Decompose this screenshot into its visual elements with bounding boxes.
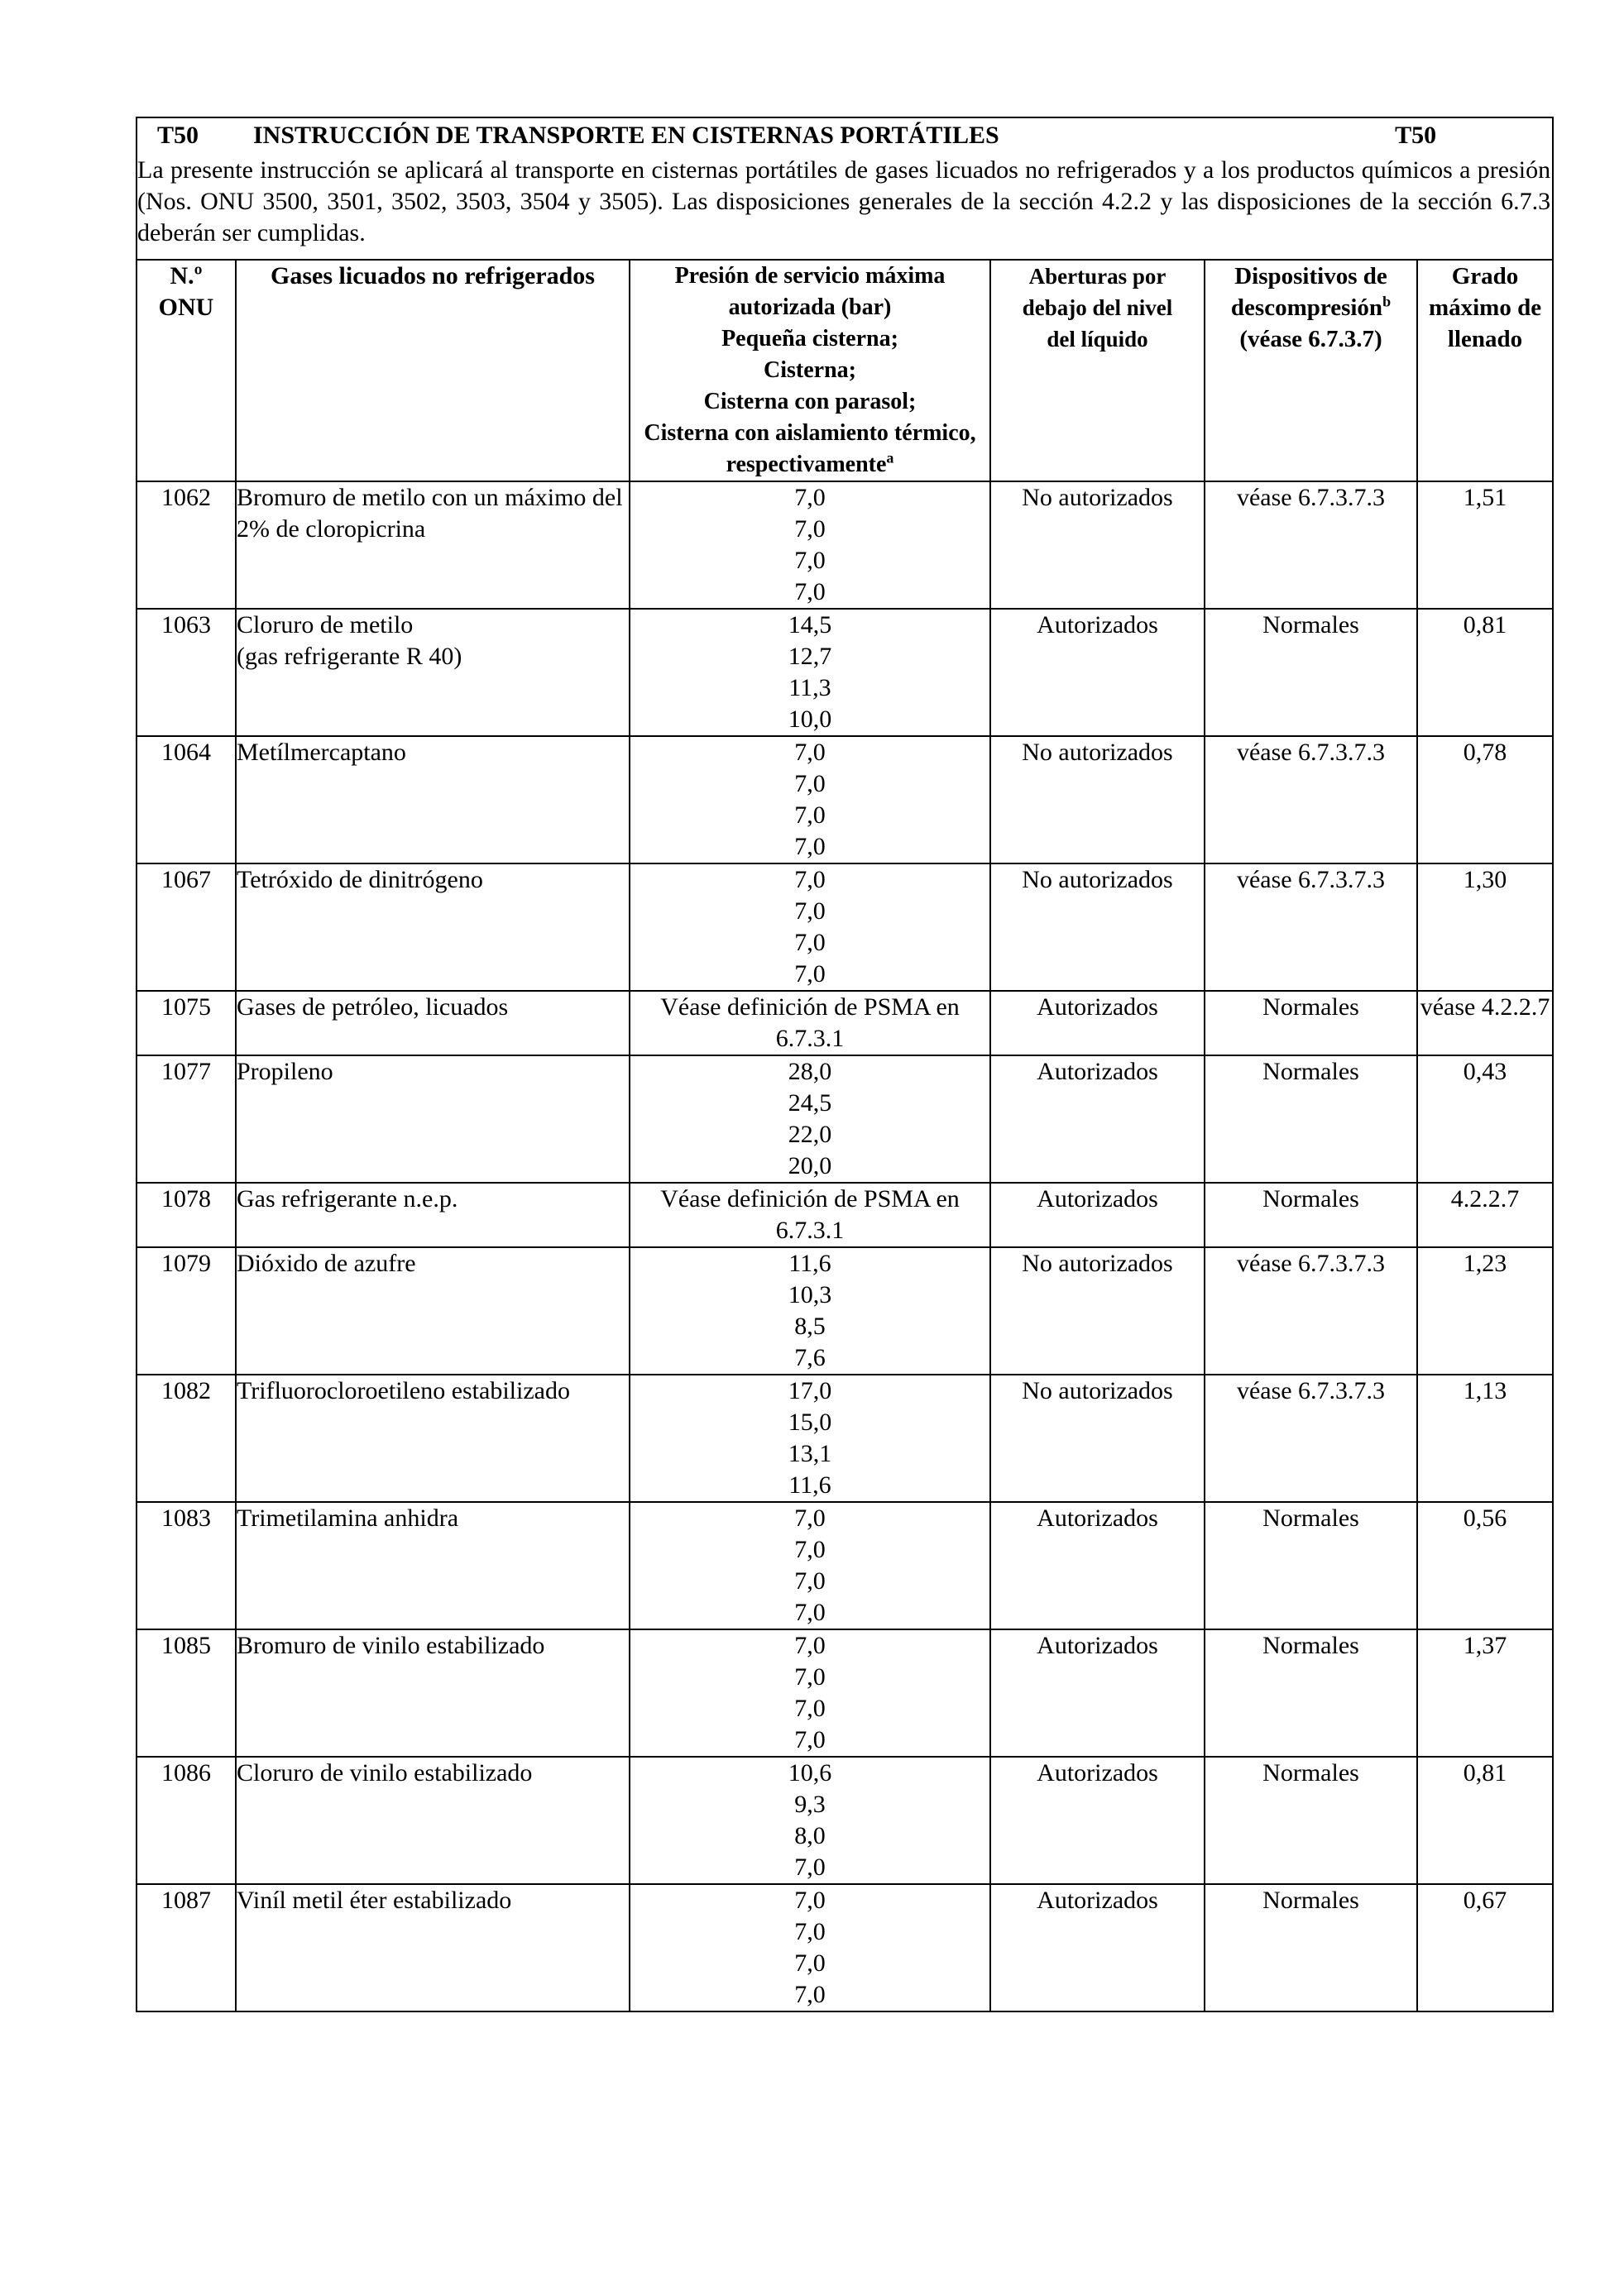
pressure-cell bbox=[630, 991, 990, 1055]
un-number-cell: 1085 bbox=[137, 1629, 236, 1757]
pressure-value: 10,6 bbox=[788, 1759, 832, 1787]
col-header-pressure-line bbox=[630, 449, 989, 481]
col-header-pressure-line: Cisterna; bbox=[764, 357, 856, 383]
pressure-value: 10,3 bbox=[788, 1281, 832, 1308]
un-number-cell: 1086 bbox=[137, 1757, 236, 1884]
table-row bbox=[137, 1375, 1553, 1502]
filling-ratio-cell: 1,51 bbox=[1417, 481, 1553, 609]
col-header-un-number bbox=[137, 260, 236, 481]
gas-name-cell: Trimetilamina anhidra bbox=[236, 1502, 630, 1629]
pressure-value: 20,0 bbox=[788, 1152, 832, 1179]
pressure-value: 17,0 bbox=[788, 1377, 832, 1404]
relief-devices-cell: Normales bbox=[1205, 1183, 1417, 1247]
gas-name-cell: Bromuro de vinilo estabilizado bbox=[236, 1629, 630, 1757]
col-header-filling-line: llenado bbox=[1447, 326, 1523, 352]
openings-cell: No autorizados bbox=[990, 1247, 1205, 1375]
un-number-cell: 1083 bbox=[137, 1502, 236, 1629]
pressure-cell bbox=[630, 1055, 990, 1183]
relief-devices-cell: Normales bbox=[1205, 991, 1417, 1055]
relief-devices-cell: véase 6.7.3.7.3 bbox=[1205, 863, 1417, 991]
pressure-value: 9,3 bbox=[794, 1791, 826, 1818]
openings-cell: No autorizados bbox=[990, 736, 1205, 863]
gas-name-cell: Trifluorocloroetileno estabilizado bbox=[236, 1375, 630, 1502]
relief-devices-cell: véase 6.7.3.7.3 bbox=[1205, 1375, 1417, 1502]
pressure-value: 8,5 bbox=[794, 1313, 826, 1340]
pressure-value: 7,0 bbox=[794, 578, 826, 605]
un-number-cell: 1064 bbox=[137, 736, 236, 863]
document-page bbox=[136, 117, 1552, 2012]
relief-devices-cell: véase 6.7.3.7.3 bbox=[1205, 736, 1417, 863]
pressure-cell bbox=[630, 1629, 990, 1757]
openings-cell: Autorizados bbox=[990, 1629, 1205, 1757]
pressure-value: 7,0 bbox=[794, 1981, 826, 2008]
pressure-value: 11,3 bbox=[788, 674, 831, 701]
un-number-cell: 1063 bbox=[137, 609, 236, 736]
un-number-cell: 1067 bbox=[137, 863, 236, 991]
footnote-marker-b: b bbox=[1382, 293, 1392, 310]
pressure-value: 7,0 bbox=[794, 801, 826, 829]
col-header-relief-line bbox=[1205, 292, 1416, 323]
pressure-value: 24,5 bbox=[788, 1089, 832, 1117]
openings-cell: Autorizados bbox=[990, 1183, 1205, 1247]
filling-ratio-cell: 1,13 bbox=[1417, 1375, 1553, 1502]
filling-ratio-cell: véase 4.2.2.7 bbox=[1417, 991, 1553, 1055]
col-header-relief-line: (véase 6.7.3.7) bbox=[1239, 326, 1382, 352]
pressure-value: 7,0 bbox=[794, 1726, 826, 1753]
relief-devices-cell: véase 6.7.3.7.3 bbox=[1205, 1247, 1417, 1375]
pressure-value: 11,6 bbox=[788, 1471, 831, 1499]
col-header-filling-line: máximo de bbox=[1428, 294, 1542, 321]
table-row bbox=[137, 481, 1553, 609]
filling-ratio-cell: 0,81 bbox=[1417, 1757, 1553, 1884]
pressure-cell bbox=[630, 481, 990, 609]
filling-ratio-cell: 0,67 bbox=[1417, 1884, 1553, 2011]
pressure-value: 7,6 bbox=[794, 1344, 826, 1371]
pressure-cell bbox=[630, 1247, 990, 1375]
relief-devices-cell: Normales bbox=[1205, 1757, 1417, 1884]
openings-cell: No autorizados bbox=[990, 481, 1205, 609]
openings-cell: Autorizados bbox=[990, 1757, 1205, 1884]
pressure-value: 7,0 bbox=[794, 1632, 826, 1659]
pressure-value: 7,0 bbox=[794, 1854, 826, 1881]
pressure-value: 7,0 bbox=[794, 960, 826, 988]
header-row bbox=[137, 117, 1553, 260]
gas-name-cell: Metílmercaptano bbox=[236, 736, 630, 863]
pressure-value: 7,0 bbox=[794, 866, 826, 893]
col-header-pressure-line: autorizada (bar) bbox=[728, 294, 892, 320]
pressure-cell bbox=[630, 1884, 990, 2011]
col-header-pressure-text: respectivamente bbox=[726, 452, 887, 477]
table-row bbox=[137, 609, 1553, 736]
gas-name-cell: Gases de petróleo, licuados bbox=[236, 991, 630, 1055]
col-header-un-line: ONU bbox=[158, 294, 214, 321]
gas-name-cell: Cloruro de metilo (gas refrigerante R 40) bbox=[236, 609, 630, 736]
relief-devices-cell: Normales bbox=[1205, 1884, 1417, 2011]
header-cell bbox=[137, 117, 1553, 260]
table-body bbox=[137, 481, 1553, 2011]
pressure-value: Véase definición de PSMA en 6.7.3.1 bbox=[660, 1185, 960, 1244]
intro-paragraph: La presente instrucción se aplicará al transporte en cisternas portátiles de gases licuados no refrigerados y a los productos químicos a presión (Nos. ONU 3500, 3501, 3502, 3503, 3504 y 3505). Las disposiciones generales de la sección 4.2.2 y las disposiciones de la sección 6.7.3 deberán ser cumplidas. bbox=[137, 156, 1551, 246]
un-number-cell: 1079 bbox=[137, 1247, 236, 1375]
pressure-cell bbox=[630, 1502, 990, 1629]
pressure-value: 10,0 bbox=[788, 706, 832, 733]
col-header-openings-line: del líquido bbox=[1047, 327, 1148, 352]
table-row bbox=[137, 1629, 1553, 1757]
openings-cell: No autorizados bbox=[990, 1375, 1205, 1502]
col-header-pressure-line: Pequeña cisterna; bbox=[721, 326, 898, 352]
pressure-cell bbox=[630, 1757, 990, 1884]
instruction-code-right: T50 bbox=[1395, 122, 1437, 149]
gas-name-cell: Cloruro de vinilo estabilizado bbox=[236, 1757, 630, 1884]
un-number-cell: 1078 bbox=[137, 1183, 236, 1247]
openings-cell: No autorizados bbox=[990, 863, 1205, 991]
pressure-value: 7,0 bbox=[794, 1887, 826, 1914]
openings-cell: Autorizados bbox=[990, 1884, 1205, 2011]
pressure-value: 7,0 bbox=[794, 897, 826, 925]
openings-cell: Autorizados bbox=[990, 1502, 1205, 1629]
gas-name-cell: Bromuro de metilo con un máximo del 2% de cloropicrina bbox=[236, 481, 630, 609]
table-row bbox=[137, 736, 1553, 863]
pressure-value: 7,0 bbox=[794, 770, 826, 797]
gas-name-cell: Gas refrigerante n.e.p. bbox=[236, 1183, 630, 1247]
openings-cell: Autorizados bbox=[990, 991, 1205, 1055]
pressure-value: 8,0 bbox=[794, 1822, 826, 1849]
relief-devices-cell: Normales bbox=[1205, 1629, 1417, 1757]
instruction-code-left: T50 bbox=[157, 122, 199, 149]
table-row bbox=[137, 1183, 1553, 1247]
un-number-cell: 1087 bbox=[137, 1884, 236, 2011]
pressure-value: 7,0 bbox=[794, 1949, 826, 1977]
filling-ratio-cell: 0,81 bbox=[1417, 609, 1553, 736]
title-row bbox=[137, 118, 1552, 153]
pressure-value: 13,1 bbox=[788, 1440, 832, 1467]
filling-ratio-cell: 1,37 bbox=[1417, 1629, 1553, 1757]
pressure-value: 7,0 bbox=[794, 547, 826, 574]
pressure-cell bbox=[630, 863, 990, 991]
relief-devices-cell: Normales bbox=[1205, 1502, 1417, 1629]
table-row bbox=[137, 991, 1553, 1055]
pressure-value: 7,0 bbox=[794, 1504, 826, 1532]
pressure-value: 11,6 bbox=[788, 1250, 831, 1277]
gas-name-cell: Viníl metil éter estabilizado bbox=[236, 1884, 630, 2011]
pressure-cell bbox=[630, 736, 990, 863]
pressure-value: 12,7 bbox=[788, 643, 832, 670]
table-row bbox=[137, 1055, 1553, 1183]
col-header-openings bbox=[990, 260, 1205, 481]
pressure-value: 7,0 bbox=[794, 1663, 826, 1691]
gas-name-cell: Dióxido de azufre bbox=[236, 1247, 630, 1375]
col-header-pressure bbox=[630, 260, 990, 481]
pressure-value: 28,0 bbox=[788, 1058, 832, 1085]
filling-ratio-cell: 1,30 bbox=[1417, 863, 1553, 991]
un-number-cell: 1075 bbox=[137, 991, 236, 1055]
gas-name-cell: Propileno bbox=[236, 1055, 630, 1183]
pressure-value: 15,0 bbox=[788, 1409, 832, 1436]
relief-devices-cell: Normales bbox=[1205, 1055, 1417, 1183]
table-row bbox=[137, 863, 1553, 991]
pressure-value: 7,0 bbox=[794, 833, 826, 860]
gas-name-cell: Tetróxido de dinitrógeno bbox=[236, 863, 630, 991]
un-number-cell: 1082 bbox=[137, 1375, 236, 1502]
portable-tank-instruction-table bbox=[136, 117, 1554, 2012]
col-header-filling-line: Grado bbox=[1451, 263, 1519, 289]
instruction-title: INSTRUCCIÓN DE TRANSPORTE EN CISTERNAS PORTÁTILES bbox=[253, 122, 999, 149]
col-header-openings-line: debajo del nivel bbox=[1022, 295, 1173, 320]
table-row bbox=[137, 1502, 1553, 1629]
pressure-value: 7,0 bbox=[794, 1695, 826, 1722]
openings-cell: Autorizados bbox=[990, 1055, 1205, 1183]
filling-ratio-cell: 0,78 bbox=[1417, 736, 1553, 863]
pressure-value: 7,0 bbox=[794, 1599, 826, 1626]
table-row bbox=[137, 1247, 1553, 1375]
filling-ratio-cell: 1,23 bbox=[1417, 1247, 1553, 1375]
column-header-row bbox=[137, 260, 1553, 481]
col-header-relief-text: descompresión bbox=[1230, 294, 1383, 321]
col-header-relief-devices bbox=[1205, 260, 1417, 481]
col-header-openings-line: Aberturas por bbox=[1028, 264, 1167, 289]
pressure-value: 7,0 bbox=[794, 1536, 826, 1563]
pressure-value: 14,5 bbox=[788, 611, 832, 639]
col-header-pressure-line: Cisterna con aislamiento térmico, bbox=[644, 420, 976, 446]
pressure-value: Véase definición de PSMA en 6.7.3.1 bbox=[660, 993, 960, 1052]
col-header-pressure-line: Cisterna con parasol; bbox=[703, 389, 917, 414]
table-row bbox=[137, 1757, 1553, 1884]
col-header-gases: Gases licuados no refrigerados bbox=[236, 260, 630, 481]
pressure-value: 22,0 bbox=[788, 1121, 832, 1148]
table-row bbox=[137, 1884, 1553, 2011]
pressure-value: 7,0 bbox=[794, 484, 826, 511]
relief-devices-cell: Normales bbox=[1205, 609, 1417, 736]
col-header-un-line: N.º bbox=[170, 262, 203, 289]
filling-ratio-cell: 0,43 bbox=[1417, 1055, 1553, 1183]
col-header-pressure-line: Presión de servicio máxima bbox=[674, 263, 946, 289]
pressure-cell bbox=[630, 1183, 990, 1247]
un-number-cell: 1077 bbox=[137, 1055, 236, 1183]
pressure-value: 7,0 bbox=[794, 515, 826, 543]
pressure-value: 7,0 bbox=[794, 739, 826, 766]
openings-cell: Autorizados bbox=[990, 609, 1205, 736]
filling-ratio-cell: 0,56 bbox=[1417, 1502, 1553, 1629]
footnote-marker-a: a bbox=[886, 449, 894, 466]
pressure-cell bbox=[630, 1375, 990, 1502]
un-number-cell: 1062 bbox=[137, 481, 236, 609]
col-header-relief-line: Dispositivos de bbox=[1234, 263, 1387, 289]
pressure-value: 7,0 bbox=[794, 1567, 826, 1595]
pressure-cell bbox=[630, 609, 990, 736]
pressure-value: 7,0 bbox=[794, 1918, 826, 1945]
filling-ratio-cell: 4.2.2.7 bbox=[1417, 1183, 1553, 1247]
col-header-filling-ratio bbox=[1417, 260, 1553, 481]
pressure-value: 7,0 bbox=[794, 929, 826, 956]
relief-devices-cell: véase 6.7.3.7.3 bbox=[1205, 481, 1417, 609]
